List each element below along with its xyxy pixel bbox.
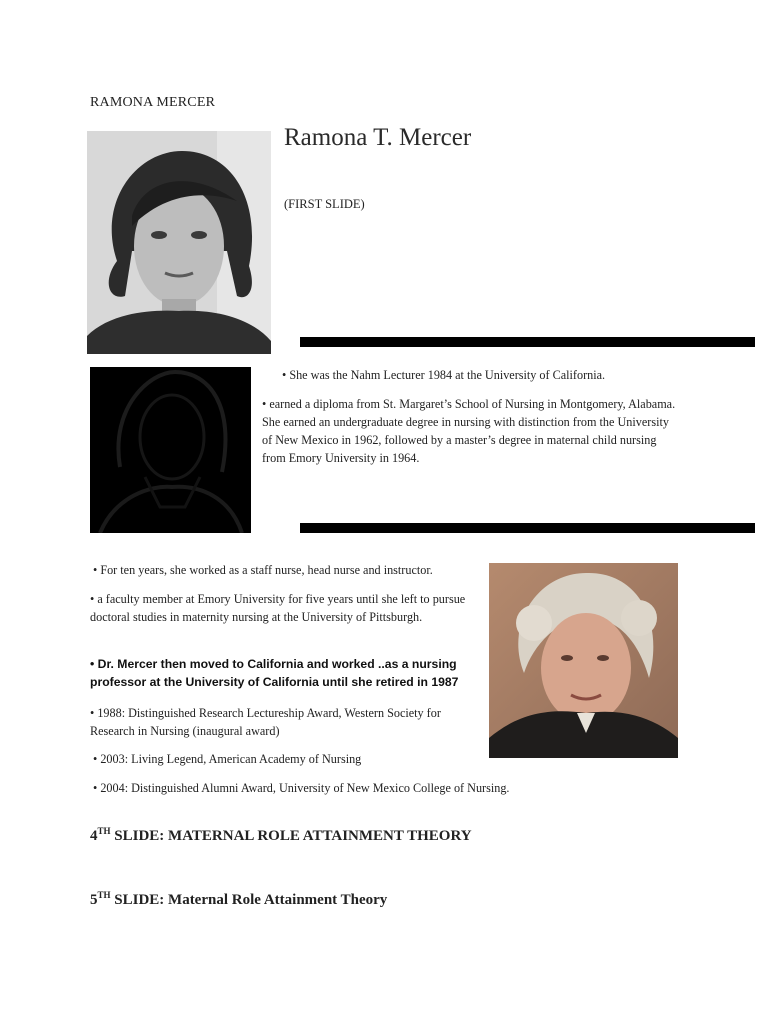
bullet-alumni-award-2004: • 2004: Distinguished Alumni Award, University of New Mexico College of Nursing.: [93, 781, 510, 795]
slide-number: 5: [90, 892, 98, 908]
page-title: Ramona T. Mercer: [284, 124, 472, 151]
slide-heading-text: SLIDE: Maternal Role Attainment Theory: [110, 892, 388, 908]
bullet-education: • earned a diploma from St. Margaret’s School of Nursing in Montgomery, Alabama. She earned an undergraduate degree in nursing with distinction from the University of New Mexico in 1962, followed by a master’s degree in maternal child nursing from Emory University in 1964.: [262, 397, 676, 465]
divider-bar: [300, 523, 755, 533]
slide-ordinal: TH: [97, 890, 111, 900]
slide-number: 4: [90, 828, 98, 844]
slide-heading-text: SLIDE: MATERNAL ROLE ATTAINMENT THEORY: [110, 828, 472, 844]
bullet-award-1988: • 1988: Distinguished Research Lectureship Award, Western Society for Research in Nursing (inaugural award): [90, 706, 441, 738]
portrait-dark-photo: [90, 367, 251, 533]
document-header: RAMONA MERCER: [90, 95, 216, 110]
bullet-living-legend-2003: • 2003: Living Legend, American Academy of Nursing: [93, 752, 362, 766]
slide-ordinal: TH: [97, 826, 111, 836]
slide-heading-5: [90, 892, 387, 909]
divider-bar: [300, 337, 755, 347]
bullet-nahm-lecturer: • She was the Nahm Lecturer 1984 at the University of California.: [282, 368, 606, 382]
bullet-california: • Dr. Mercer then moved to California and worked ..as a nursing professor at the University of California until she retired in 1987: [90, 657, 459, 689]
slide-label: (FIRST SLIDE): [284, 197, 365, 211]
slide-heading-4: [90, 828, 472, 845]
portrait-young-photo: [87, 131, 271, 354]
bullet-faculty: • a faculty member at Emory University for five years until she left to pursue doctoral studies in maternity nursing at the University of Pittsburgh.: [90, 592, 466, 624]
bullet-staff-nurse: • For ten years, she worked as a staff nurse, head nurse and instructor.: [93, 563, 433, 577]
portrait-elder-photo: [489, 563, 678, 758]
